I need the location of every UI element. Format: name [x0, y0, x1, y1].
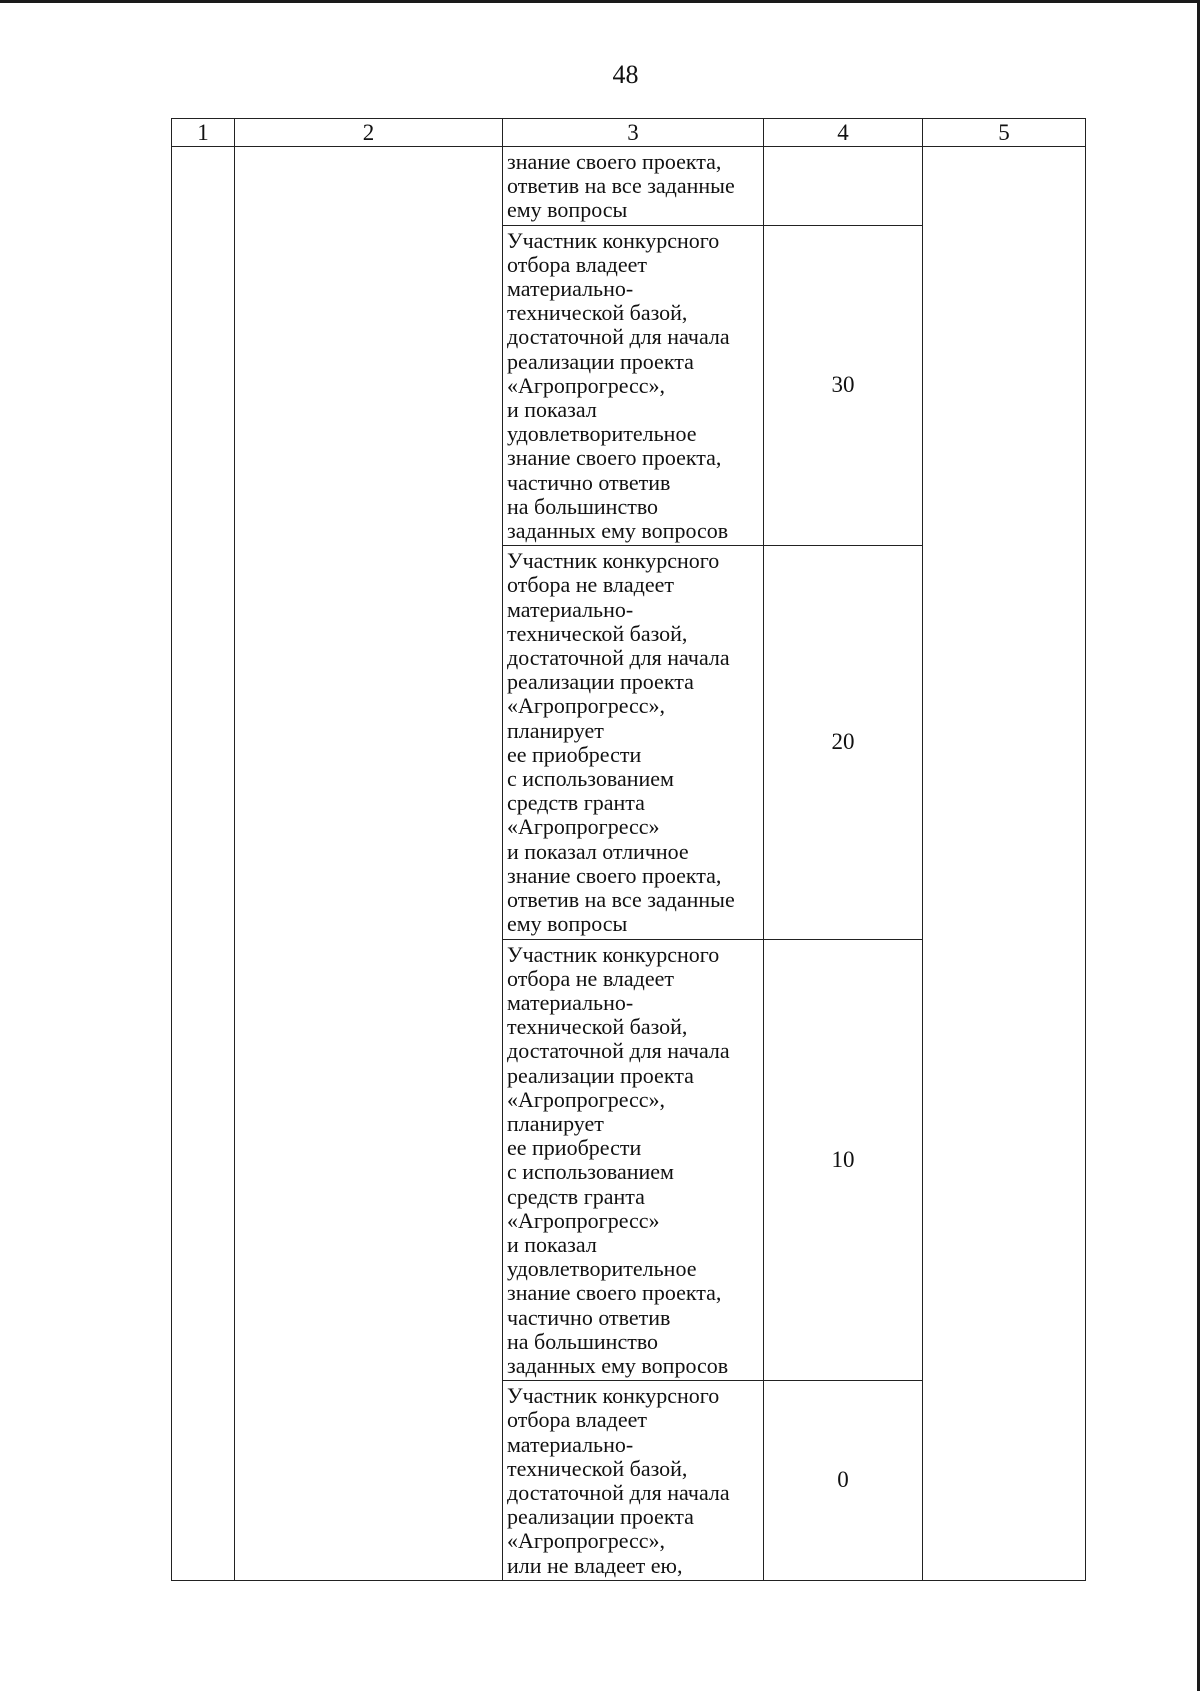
column-2-cell: [235, 147, 503, 1581]
table-header-row: [172, 119, 1086, 147]
score-cell: [764, 147, 923, 226]
score-cell: 30: [764, 225, 923, 546]
score-cell: 0: [764, 1381, 923, 1581]
column-header-1: 1: [172, 119, 235, 147]
column-header-2: 2: [235, 119, 503, 147]
column-header-5: 5: [923, 119, 1086, 147]
criterion-cell: Участник конкурсного отбора не владеет материально- технической базой, достаточной для начала реализации проекта «Агропрогресс», планирует ее приобрести с использованием средств гранта «Агропрогресс» и показал удовлетворительное знание своего проекта, частично ответив на большинство заданных ему вопросов: [503, 939, 764, 1381]
column-header-3: 3: [503, 119, 764, 147]
column-5-cell: [923, 147, 1086, 1581]
page-number: 48: [612, 60, 639, 89]
criterion-cell: Участник конкурсного отбора не владеет материально- технической базой, достаточной для начала реализации проекта «Агропрогресс», планирует ее приобрести с использованием средств гранта «Агропрогресс» и показал отличное знание своего проекта, ответив на все заданные ему вопросы: [503, 546, 764, 939]
score-cell: 10: [764, 939, 923, 1381]
criterion-cell: Участник конкурсного отбора владеет материально- технической базой, достаточной для начала реализации проекта «Агропрогресс», или не владеет ею,: [503, 1381, 764, 1581]
table-row: [172, 147, 1086, 226]
score-cell: 20: [764, 546, 923, 939]
column-header-4: 4: [764, 119, 923, 147]
scan-border-top: [0, 0, 1200, 3]
criterion-cell: Участник конкурсного отбора владеет материально- технической базой, достаточной для начала реализации проекта «Агропрогресс», и показал удовлетворительное знание своего проекта, частично ответив на большинство заданных ему вопросов: [503, 225, 764, 546]
criterion-cell: знание своего проекта, ответив на все заданные ему вопросы: [503, 147, 764, 226]
criteria-table: [171, 118, 1086, 1581]
column-1-cell: [172, 147, 235, 1581]
